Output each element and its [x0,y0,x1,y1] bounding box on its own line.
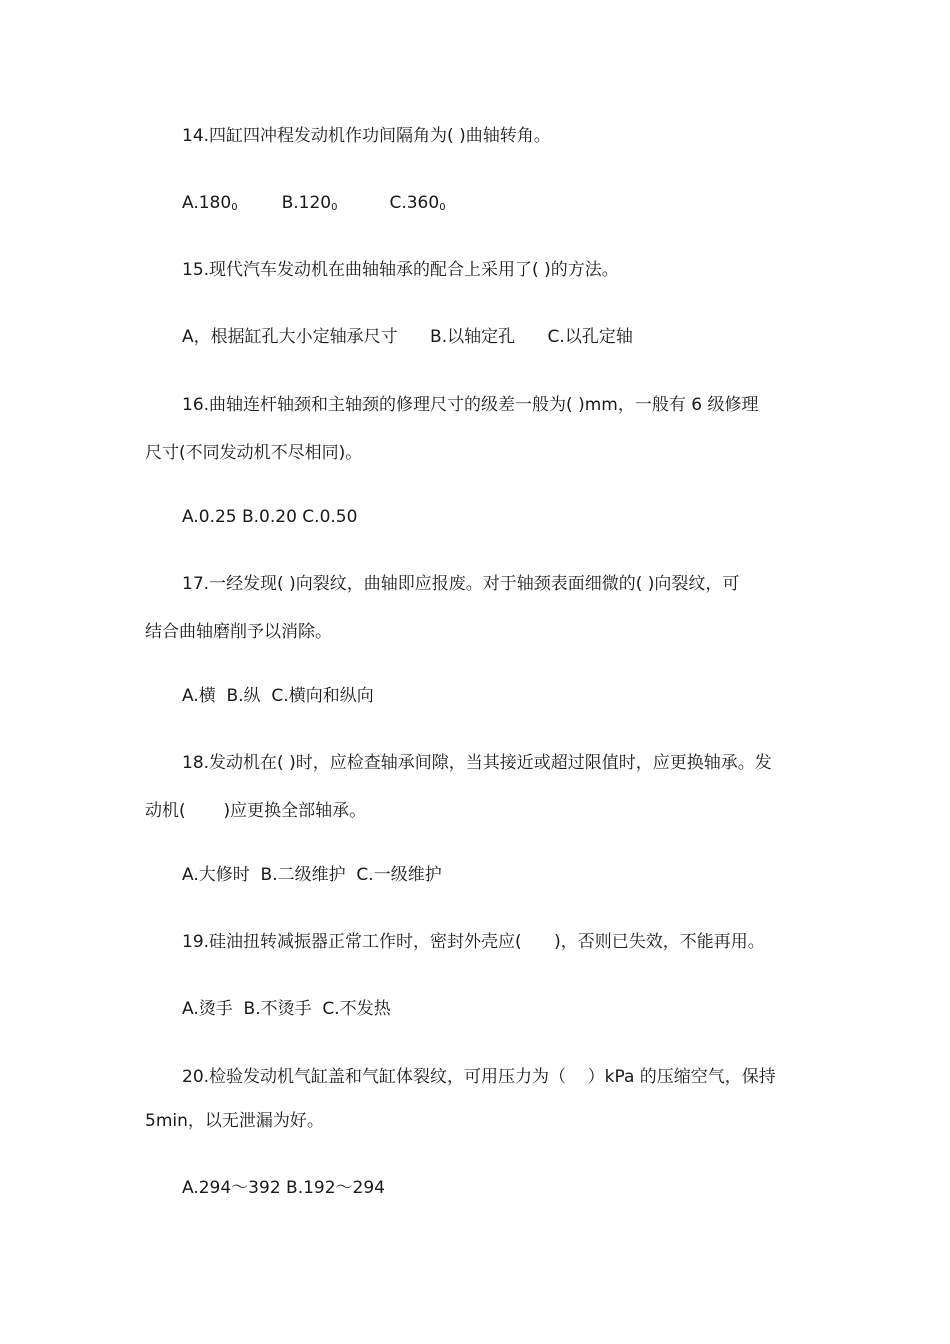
option-b: $B.120_0$ [281,193,338,213]
question-19-text: 19.硅油扭转减振器正常工作时，密封外壳应( )，否则已失效，不能再用。 [182,932,765,952]
option-a: $A.180_0$ [182,193,238,213]
question-20-text-line2: 5min，以无泄漏为好。 [145,1111,324,1131]
question-17-text-line2: 结合曲轴磨削予以消除。 [145,622,332,642]
question-16-text-line2: 尺寸(不同发动机不尽相同)。 [145,443,363,463]
question-17-text-line1: 17.一经发现( )向裂纹，曲轴即应报废。对于轴颈表面细微的( )向裂纹，可 [182,574,740,594]
question-19-options: A.烫手 B.不烫手 C.不发热 [182,999,391,1019]
question-16-text-line1: 16.曲轴连杆轴颈和主轴颈的修理尺寸的级差一般为( )mm，一般有 6 级修理 [182,395,759,415]
question-18-text-line2: 动机( )应更换全部轴承。 [145,801,367,821]
question-14-options [182,191,812,220]
question-16-options: A.0.25 B.0.20 C.0.50 [182,507,358,527]
question-18-text-line1: 18.发动机在( )时，应检查轴承间隙，当其接近或超过限值时，应更换轴承。发 [182,753,772,773]
question-17-options: A.横 B.纵 C.横向和纵向 [182,686,374,706]
question-18-options: A.大修时 B.二级维护 C.一级维护 [182,865,442,885]
option-c: $C.360_0$ [389,193,446,213]
question-15-text: 15.现代汽车发动机在曲轴轴承的配合上采用了( )的方法。 [182,260,619,280]
question-20-text-line1: 20.检验发动机气缸盖和气缸体裂纹，可用压力为（ ）kPa 的压缩空气，保持 [182,1067,776,1087]
question-15-options: A，根据缸孔大小定轴承尺寸 B.以轴定孔 C.以孔定轴 [182,327,633,347]
question-20-options: A.294～392 B.192～294 [182,1178,385,1198]
question-14-text: 14.四缸四冲程发动机作功间隔角为( )曲轴转角。 [182,126,551,146]
